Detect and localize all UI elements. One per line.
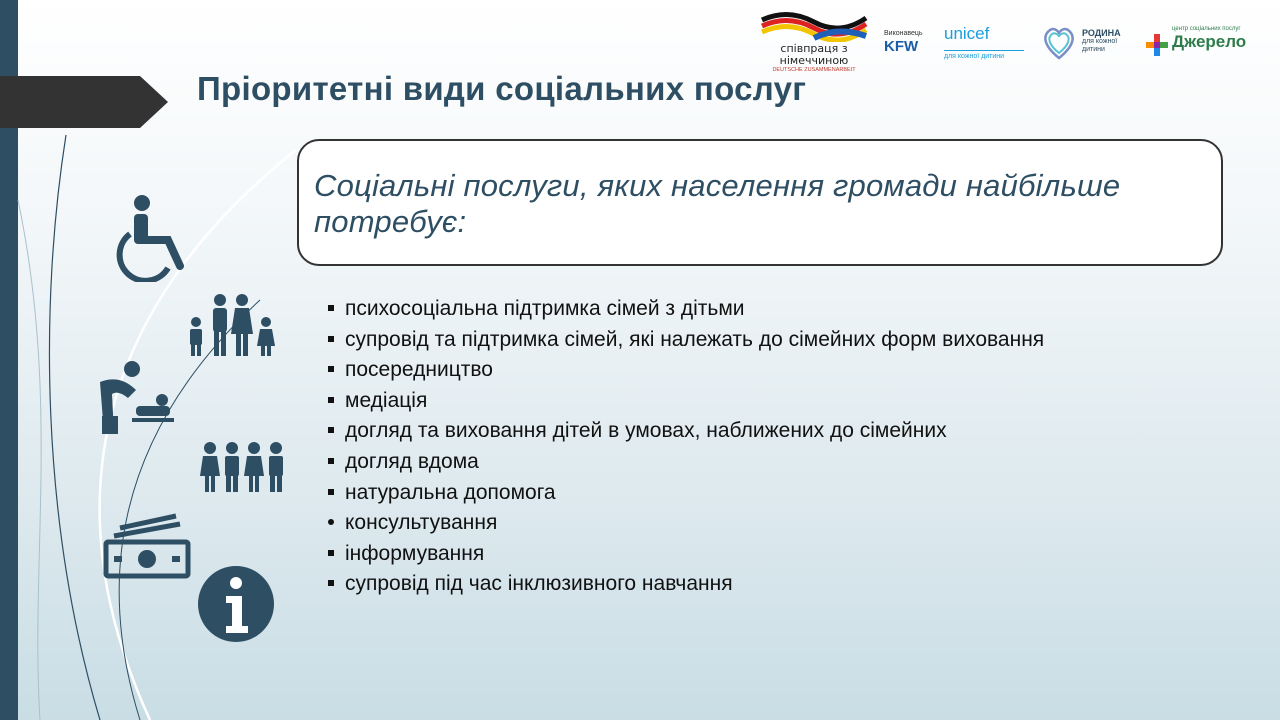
list-item bbox=[326, 508, 1044, 539]
cooperation-line3: DEUTSCHE ZUSAMMENARBEIT bbox=[772, 67, 856, 73]
list-item-text: натуральна допомога bbox=[345, 480, 556, 504]
info-icon bbox=[198, 566, 274, 642]
rodyna-logo bbox=[1040, 24, 1130, 62]
bullet-marker bbox=[326, 294, 345, 325]
list-item-text: медіація bbox=[345, 388, 428, 412]
cooperation-germany-logo bbox=[758, 8, 870, 74]
list-item-text: психосоціальна підтримка сімей з дітьми bbox=[345, 297, 745, 320]
bullet-marker bbox=[326, 416, 345, 447]
list-item-text: посередництво bbox=[345, 358, 493, 382]
bullet-marker bbox=[326, 386, 345, 417]
flower-icon bbox=[1146, 34, 1168, 56]
list-item bbox=[326, 386, 1044, 417]
callout-text: Соціальні послуги, яких населення громади найбільше потребує: bbox=[314, 168, 1121, 239]
heart-icon bbox=[1040, 24, 1078, 62]
wheelchair-icon bbox=[116, 194, 188, 282]
unicef-logo bbox=[944, 24, 1024, 60]
rodyna-tagline-2: дитини bbox=[1082, 46, 1105, 53]
cooperation-line2: німеччиною bbox=[779, 54, 849, 67]
services-list bbox=[326, 294, 1044, 600]
dzherelo-logo bbox=[1146, 26, 1270, 56]
list-item bbox=[326, 447, 1044, 478]
list-item-text: супровід під час інклюзивного навчання bbox=[345, 572, 733, 596]
list-item bbox=[326, 325, 1044, 356]
children-group-icon bbox=[200, 440, 288, 494]
kfw-caption: Виконавець bbox=[884, 30, 923, 37]
bullet-marker bbox=[326, 539, 345, 570]
unicef-tagline: для кожної дитини bbox=[944, 50, 1024, 60]
list-item-text: інформування bbox=[345, 541, 485, 565]
unicef-wordmark: unicef bbox=[944, 24, 990, 43]
list-item bbox=[326, 416, 1044, 447]
list-item-text: супровід та підтримка сімей, які належать до сімейних форм виховання bbox=[345, 327, 1045, 351]
list-item bbox=[326, 478, 1044, 509]
kfw-logo bbox=[884, 30, 932, 55]
bullet-marker bbox=[326, 355, 345, 386]
cooperation-line1: співпраця з bbox=[780, 42, 848, 55]
title-arrow-shape bbox=[0, 76, 168, 128]
bullet-marker bbox=[326, 447, 345, 478]
dzherelo-wordmark: Джерело bbox=[1172, 32, 1247, 51]
list-item bbox=[326, 355, 1044, 386]
bullet-marker bbox=[326, 478, 345, 509]
list-item-text: консультування bbox=[345, 511, 498, 535]
rodyna-tagline-1: для кожної bbox=[1082, 38, 1118, 45]
dzherelo-caption: центр соціальних послуг bbox=[1172, 26, 1241, 32]
bullet-marker bbox=[326, 508, 345, 539]
rodyna-wordmark: РОДИНА bbox=[1082, 28, 1121, 38]
bullet-marker bbox=[326, 569, 345, 600]
bullet-marker bbox=[326, 325, 345, 356]
kfw-wordmark: KFW bbox=[884, 38, 919, 55]
list-item-text: догляд та виховання дітей в умовах, наближених до сімейних bbox=[345, 419, 947, 443]
family-icon bbox=[186, 294, 278, 358]
list-item bbox=[326, 569, 1044, 600]
list-item bbox=[326, 294, 1044, 325]
list-item bbox=[326, 539, 1044, 570]
caregiver-baby-icon bbox=[92, 360, 176, 436]
list-item-text: догляд вдома bbox=[345, 449, 479, 473]
callout-box bbox=[297, 139, 1223, 266]
page-title: Пріоритетні види соціальних послуг bbox=[197, 70, 807, 107]
money-icon bbox=[100, 510, 192, 580]
